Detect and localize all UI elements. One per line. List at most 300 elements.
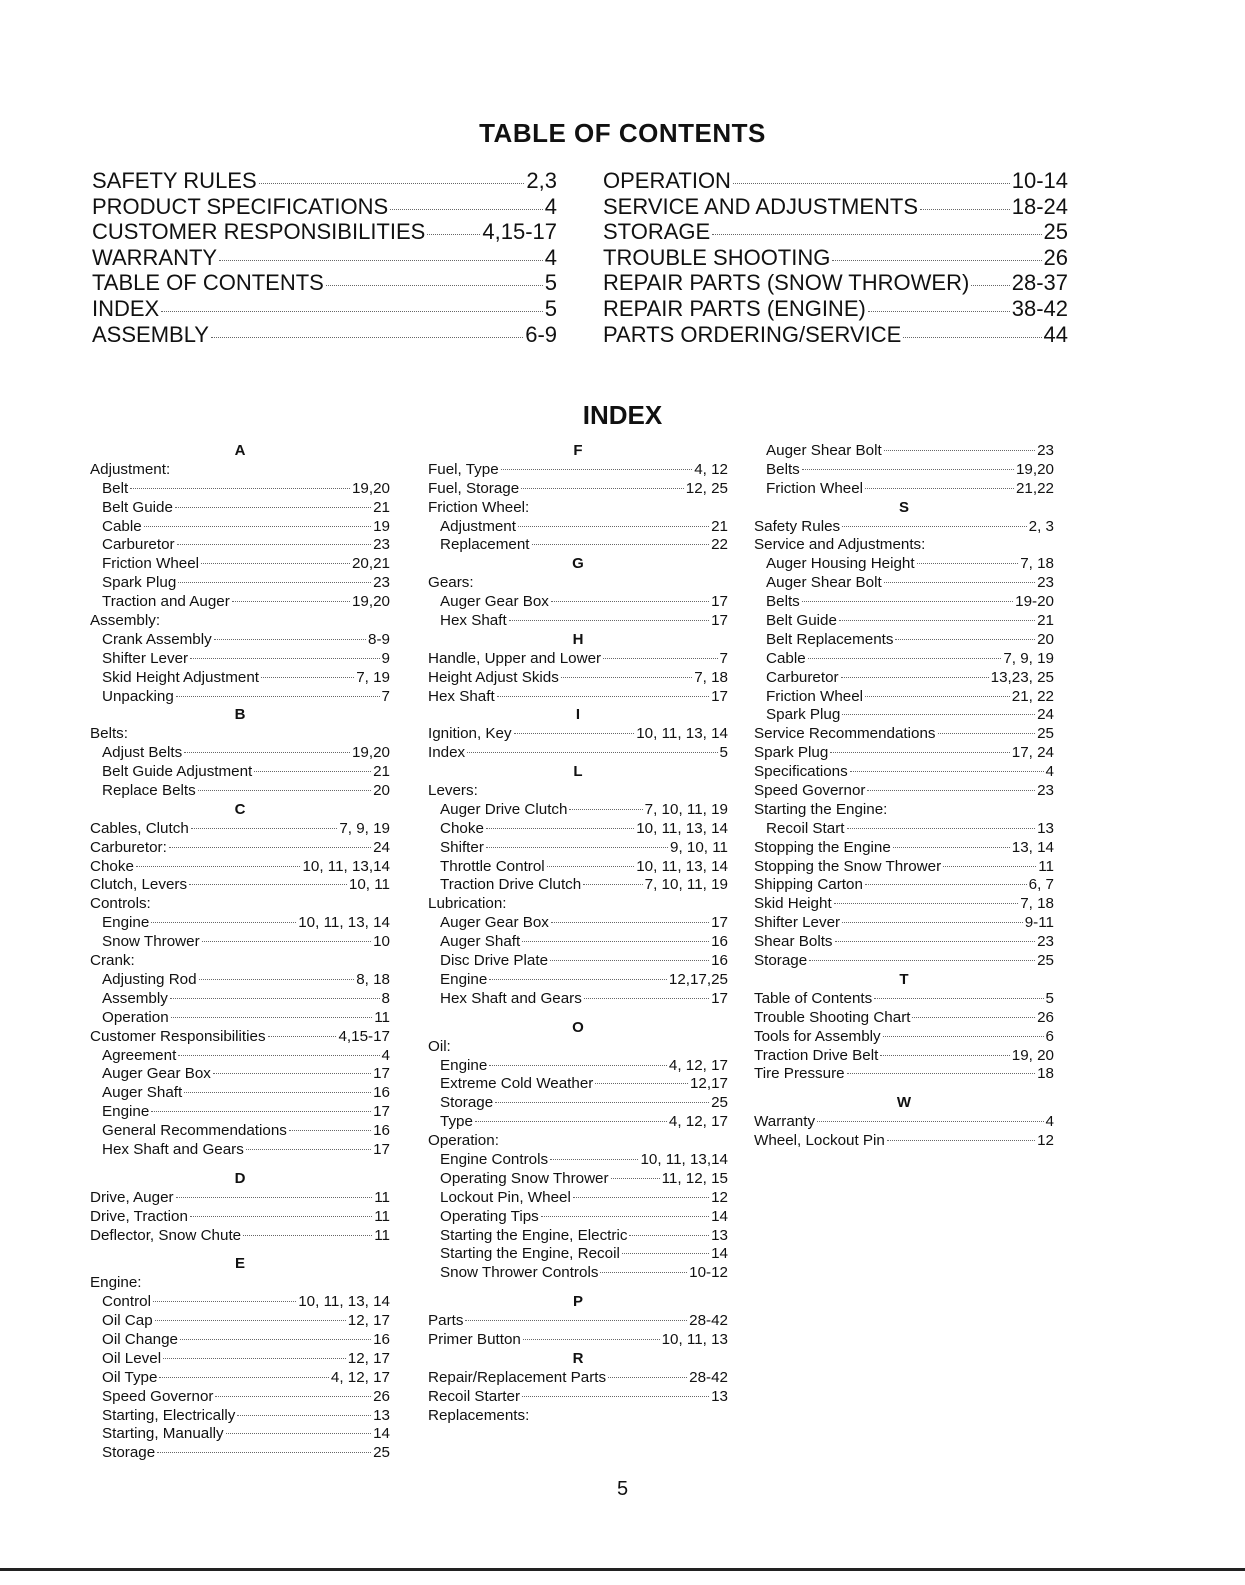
index-entry-label: Shifter Lever bbox=[754, 914, 841, 932]
dot-leader bbox=[475, 1121, 667, 1122]
index-entry-label: Stopping the Snow Thrower bbox=[754, 857, 942, 875]
index-entry-page: 11 bbox=[374, 1008, 390, 1026]
index-subentry bbox=[90, 1369, 390, 1388]
index-entry-label: Auger Shaft bbox=[102, 1084, 183, 1102]
index-entry bbox=[754, 1132, 1054, 1151]
toc-entry bbox=[603, 270, 1068, 296]
index-entry-label: Stopping the Engine bbox=[754, 838, 891, 856]
index-entry-label: Spark Plug bbox=[766, 706, 841, 724]
dot-leader bbox=[712, 234, 1041, 235]
index-entry-page: 13 bbox=[1037, 819, 1054, 837]
index-entry-label: Belt Replacements bbox=[766, 630, 894, 648]
index-subentry bbox=[90, 1141, 390, 1160]
dot-leader bbox=[583, 884, 642, 885]
index-letter-heading: H bbox=[572, 630, 584, 648]
index-entry-label: Index bbox=[428, 744, 466, 762]
toc-right-column bbox=[603, 168, 1068, 347]
index-entry bbox=[428, 1369, 728, 1388]
index-entry-page: 25 bbox=[373, 1444, 390, 1462]
index-entry-page: 12, 25 bbox=[685, 479, 728, 497]
index-entry-page: 17, 24 bbox=[1011, 744, 1054, 762]
dot-leader bbox=[603, 658, 717, 659]
index-entry-page: 9, 10, 11 bbox=[670, 838, 728, 856]
dot-leader bbox=[874, 998, 1043, 999]
index-heading bbox=[90, 895, 390, 914]
index-entry-label: Replacement bbox=[440, 536, 530, 554]
index-subentry bbox=[90, 1065, 390, 1084]
index-entry-page: 21 bbox=[711, 517, 728, 535]
dot-leader bbox=[486, 847, 668, 848]
toc-entry-label: TABLE OF CONTENTS bbox=[92, 270, 324, 296]
index-subentry bbox=[90, 1084, 390, 1103]
index-subentry bbox=[428, 820, 728, 839]
dot-leader bbox=[497, 696, 709, 697]
dot-leader bbox=[841, 677, 989, 678]
index-subentry bbox=[754, 480, 1054, 499]
index-entry-page: 19 bbox=[373, 517, 390, 535]
index-letter-heading: E bbox=[234, 1255, 245, 1273]
dot-leader bbox=[551, 922, 709, 923]
dot-leader bbox=[912, 1017, 1035, 1018]
index-entry-page: 7, 19 bbox=[356, 668, 390, 686]
index-entry-label: Starting, Manually bbox=[102, 1425, 224, 1443]
index-entry-label: Engine Controls bbox=[440, 1150, 549, 1168]
index-entry-label: Safety Rules bbox=[754, 517, 841, 535]
index-entry-page: 13 bbox=[711, 1387, 728, 1405]
index-subentry bbox=[754, 612, 1054, 631]
index-entry-page: 17 bbox=[711, 612, 728, 630]
index-entry-page: 4, 12, 17 bbox=[330, 1368, 390, 1386]
index-entry bbox=[754, 518, 1054, 537]
toc-entry-label: SERVICE AND ADJUSTMENTS bbox=[603, 193, 918, 219]
index-entry bbox=[90, 876, 390, 895]
index-entry-page: 19,20 bbox=[351, 744, 390, 762]
index-entry-label: Belt Guide Adjustment bbox=[102, 763, 253, 781]
index-subentry bbox=[754, 650, 1054, 669]
index-entry-label: Snow Thrower Controls bbox=[440, 1264, 599, 1282]
index-entry-label: Service Recommendations bbox=[754, 725, 936, 743]
dot-leader bbox=[808, 658, 1002, 659]
index-entry-label: Handle, Upper and Lower bbox=[428, 649, 602, 667]
index-entry-page: 23 bbox=[373, 574, 390, 592]
index-heading bbox=[428, 499, 728, 518]
index-subentry bbox=[428, 933, 728, 952]
index-entry-page: 17 bbox=[711, 914, 728, 932]
index-heading bbox=[90, 952, 390, 971]
dot-leader bbox=[839, 620, 1035, 621]
index-heading-label: Friction Wheel: bbox=[428, 498, 530, 516]
index-entry bbox=[754, 933, 1054, 952]
index-entry-page: 21 bbox=[373, 498, 390, 516]
toc-entry-page: 4 bbox=[544, 193, 557, 219]
index-entry-label: Drive, Traction bbox=[90, 1207, 188, 1225]
index-entry bbox=[754, 1065, 1054, 1084]
index-entry-label: Shipping Carton bbox=[754, 876, 863, 894]
index-entry bbox=[90, 1028, 390, 1047]
dot-leader bbox=[884, 450, 1035, 451]
index-entry-page: 20,21 bbox=[351, 555, 390, 573]
index-entry bbox=[428, 480, 728, 499]
index-entry-label: Lockout Pin, Wheel bbox=[440, 1188, 571, 1206]
dot-leader bbox=[883, 1036, 1044, 1037]
index-entry-label: Belts bbox=[766, 460, 800, 478]
index-entry-page: 24 bbox=[1037, 706, 1054, 724]
index-subentry bbox=[754, 706, 1054, 725]
dot-leader bbox=[178, 582, 371, 583]
index-entry-page: 10, 11 bbox=[348, 876, 390, 894]
index-subentry bbox=[90, 1350, 390, 1369]
index-entry-label: Operating Tips bbox=[440, 1207, 539, 1225]
index-entry bbox=[754, 990, 1054, 1009]
dot-leader bbox=[184, 752, 350, 753]
index-entry-label: Operation bbox=[102, 1008, 169, 1026]
index-entry bbox=[754, 876, 1054, 895]
dot-leader bbox=[215, 1396, 371, 1397]
index-letter-heading: G bbox=[572, 555, 584, 573]
index-entry-page: 24 bbox=[373, 838, 390, 856]
index-entry-label: Tools for Assembly bbox=[754, 1027, 881, 1045]
toc-entry-page: 5 bbox=[544, 295, 557, 321]
dot-leader bbox=[550, 1159, 638, 1160]
index-entry-label: Ignition, Key bbox=[428, 725, 512, 743]
index-entry-label: Trouble Shooting Chart bbox=[754, 1008, 911, 1026]
index-entry-page: 23 bbox=[1037, 933, 1054, 951]
index-subentry bbox=[90, 1331, 390, 1350]
dot-leader bbox=[254, 771, 371, 772]
dot-leader bbox=[938, 733, 1036, 734]
index-entry bbox=[754, 1047, 1054, 1066]
index-entry-page: 21,22 bbox=[1015, 479, 1054, 497]
index-entry-page: 8-9 bbox=[368, 630, 390, 648]
index-entry-page: 4, 12 bbox=[694, 460, 728, 478]
index-entry-page: 16 bbox=[373, 1084, 390, 1102]
index-entry-page: 21 bbox=[1037, 612, 1054, 630]
index-entry-label: Replace Belts bbox=[102, 782, 196, 800]
dot-leader bbox=[611, 1178, 660, 1179]
index-entry-page: 10, 11, 13, 14 bbox=[298, 1293, 390, 1311]
index-entry-label: Hex Shaft and Gears bbox=[102, 1140, 244, 1158]
index-entry-page: 10, 11, 13,14 bbox=[302, 857, 390, 875]
dot-leader bbox=[169, 847, 371, 848]
index-entry bbox=[428, 669, 728, 688]
index-entry-page: 19, 20 bbox=[1011, 1046, 1054, 1064]
index-entry bbox=[754, 839, 1054, 858]
index-subentry bbox=[428, 1113, 728, 1132]
dot-leader bbox=[809, 960, 1035, 961]
index-entry-page: 4 bbox=[381, 1046, 390, 1064]
index-entry-page: 14 bbox=[711, 1207, 728, 1225]
index-entry-page: 11 bbox=[374, 1188, 390, 1206]
index-entry-label: Crank Assembly bbox=[102, 630, 212, 648]
toc-entry-label: TROUBLE SHOOTING bbox=[603, 244, 831, 270]
index-subentry bbox=[90, 1009, 390, 1028]
dot-leader bbox=[144, 526, 371, 527]
index-entry bbox=[428, 461, 728, 480]
toc-entry-page: 10-14 bbox=[1011, 168, 1068, 193]
index-entry-page: 7, 10, 11, 19 bbox=[644, 800, 728, 818]
index-entry-label: Assembly bbox=[102, 989, 168, 1007]
dot-leader bbox=[390, 209, 543, 210]
dot-leader bbox=[865, 488, 1014, 489]
index-entry-label: Carburetor: bbox=[90, 838, 167, 856]
dot-leader bbox=[842, 526, 1027, 527]
dot-leader bbox=[226, 1433, 372, 1434]
index-entry-page: 12,17 bbox=[689, 1075, 728, 1093]
index-entry bbox=[428, 650, 728, 669]
index-subentry bbox=[90, 650, 390, 669]
index-entry-label: Warranty bbox=[754, 1113, 816, 1131]
index-entry bbox=[428, 725, 728, 744]
index-subentry bbox=[754, 442, 1054, 461]
dot-leader bbox=[176, 696, 380, 697]
toc-entry bbox=[92, 194, 557, 220]
dot-leader bbox=[163, 1358, 346, 1359]
index-entry-page: 2, 3 bbox=[1028, 517, 1054, 535]
index-entry-page: 9-11 bbox=[1024, 914, 1054, 932]
index-subentry bbox=[428, 839, 728, 858]
index-entry bbox=[754, 763, 1054, 782]
index-heading-label: Adjustment: bbox=[90, 460, 171, 478]
index-entry-label: Hex Shaft bbox=[428, 687, 495, 705]
index-entry-label: Starting the Engine, Recoil bbox=[440, 1245, 620, 1263]
index-subentry bbox=[428, 1264, 728, 1283]
index-subentry bbox=[90, 1425, 390, 1444]
index-subentry bbox=[428, 971, 728, 990]
index-subentry bbox=[754, 631, 1054, 650]
index-heading-label: Crank: bbox=[90, 952, 135, 970]
index-entry-page: 10, 11, 13, 14 bbox=[298, 914, 390, 932]
index-entry-label: Starting, Electrically bbox=[102, 1406, 236, 1424]
dot-leader bbox=[895, 639, 1035, 640]
dot-leader bbox=[211, 337, 523, 338]
index-entry-page: 13,23, 25 bbox=[990, 668, 1054, 686]
index-letter-heading: R bbox=[572, 1349, 584, 1367]
index-entry-page: 20 bbox=[1037, 630, 1054, 648]
index-subentry bbox=[90, 669, 390, 688]
index-entry-label: Fuel, Type bbox=[428, 460, 499, 478]
index-entry-label: Agreement bbox=[102, 1046, 177, 1064]
index-heading bbox=[90, 612, 390, 631]
index-entry-label: Skid Height Adjustment bbox=[102, 668, 260, 686]
toc-entry-label: OPERATION bbox=[603, 168, 731, 193]
dot-leader bbox=[522, 1396, 709, 1397]
dot-leader bbox=[178, 1055, 379, 1056]
dot-leader bbox=[495, 1102, 709, 1103]
index-entry-page: 7, 18 bbox=[1020, 555, 1054, 573]
dot-leader bbox=[130, 488, 350, 489]
index-subentry bbox=[90, 1047, 390, 1066]
index-entry-label: Auger Shaft bbox=[440, 933, 521, 951]
dot-leader bbox=[198, 790, 371, 791]
dot-leader bbox=[551, 601, 709, 602]
dot-leader bbox=[842, 714, 1035, 715]
dot-leader bbox=[595, 1083, 688, 1084]
index-subentry bbox=[428, 593, 728, 612]
dot-leader bbox=[467, 752, 717, 753]
index-entry-label: Spark Plug bbox=[754, 744, 829, 762]
dot-leader bbox=[213, 1073, 371, 1074]
index-entry-label: Recoil Start bbox=[766, 819, 845, 837]
index-letter-heading: C bbox=[234, 800, 246, 818]
index-entry-page: 28-42 bbox=[689, 1312, 728, 1330]
index-letter-heading: T bbox=[899, 970, 909, 988]
dot-leader bbox=[171, 1017, 373, 1018]
index-entry-label: Oil Cap bbox=[102, 1312, 153, 1330]
dot-leader bbox=[289, 1130, 371, 1131]
index-entry-label: Storage bbox=[102, 1444, 156, 1462]
index-entry-label: Shifter bbox=[440, 838, 484, 856]
index-column-3 bbox=[754, 442, 1054, 1151]
index-entry-page: 10, 11, 13,14 bbox=[640, 1150, 728, 1168]
index-entry-page: 12, 17 bbox=[347, 1349, 390, 1367]
toc-entry-page: 44 bbox=[1043, 321, 1068, 347]
index-heading bbox=[428, 895, 728, 914]
index-entry-page: 17 bbox=[373, 1103, 390, 1121]
toc-entry-page: 6-9 bbox=[525, 321, 557, 347]
index-entry-page: 23 bbox=[1037, 442, 1054, 459]
index-entry-page: 5 bbox=[719, 744, 728, 762]
dot-leader bbox=[600, 1272, 687, 1273]
index-heading bbox=[754, 536, 1054, 555]
index-subentry bbox=[428, 1094, 728, 1113]
toc-entry-label: WARRANTY bbox=[92, 244, 218, 270]
index-heading bbox=[90, 461, 390, 480]
index-subentry bbox=[90, 1444, 390, 1463]
index-heading-label: Starting the Engine: bbox=[754, 800, 888, 818]
dot-leader bbox=[175, 507, 371, 508]
index-letter-heading: I bbox=[575, 706, 581, 724]
toc-entry bbox=[92, 219, 557, 245]
index-subentry bbox=[428, 1057, 728, 1076]
index-subentry bbox=[754, 820, 1054, 839]
dot-leader bbox=[867, 790, 1035, 791]
spacer bbox=[428, 1283, 728, 1293]
dot-leader bbox=[943, 866, 1036, 867]
index-entry-page: 12 bbox=[1037, 1132, 1054, 1150]
index-title: INDEX bbox=[582, 400, 663, 430]
index-subentry bbox=[90, 1293, 390, 1312]
index-subentry bbox=[754, 461, 1054, 480]
index-entry-page: 17 bbox=[373, 1065, 390, 1083]
index-entry-label: Oil Type bbox=[102, 1368, 158, 1386]
index-heading-label: Operation: bbox=[428, 1132, 499, 1150]
index-entry-page: 17 bbox=[711, 593, 728, 611]
index-entry-label: Auger Shear Bolt bbox=[766, 442, 882, 459]
index-subentry bbox=[754, 688, 1054, 707]
dot-leader bbox=[190, 1216, 372, 1217]
index-entry-label: Auger Shear Bolt bbox=[766, 574, 882, 592]
index-heading bbox=[428, 1407, 728, 1426]
index-entry bbox=[754, 725, 1054, 744]
index-entry-label: Engine bbox=[440, 970, 488, 988]
dot-leader bbox=[219, 260, 543, 261]
index-entry-page: 10 bbox=[373, 933, 390, 951]
index-subentry bbox=[428, 1075, 728, 1094]
dot-leader bbox=[170, 998, 380, 999]
dot-leader bbox=[501, 469, 693, 470]
dot-leader bbox=[920, 209, 1010, 210]
index-entry bbox=[90, 858, 390, 877]
index-entry-label: Primer Button bbox=[428, 1330, 521, 1348]
dot-leader bbox=[887, 1140, 1035, 1141]
dot-leader bbox=[202, 941, 371, 942]
index-entry-label: Auger Gear Box bbox=[440, 914, 549, 932]
dot-leader bbox=[842, 922, 1023, 923]
index-heading bbox=[428, 1132, 728, 1151]
index-entry bbox=[90, 820, 390, 839]
index-entry-label: Speed Governor bbox=[754, 782, 866, 800]
index-entry-label: Friction Wheel bbox=[766, 687, 864, 705]
index-entry-page: 4, 12, 17 bbox=[668, 1113, 728, 1131]
index-entry-page: 9 bbox=[381, 649, 390, 667]
index-entry-page: 11 bbox=[1038, 857, 1054, 875]
index-entry-page: 25 bbox=[1037, 725, 1054, 743]
dot-leader bbox=[176, 1197, 373, 1198]
toc-entry-page: 5 bbox=[544, 270, 557, 296]
index-entry bbox=[754, 895, 1054, 914]
index-entry-label: Cables, Clutch bbox=[90, 819, 189, 837]
index-entry-label: Hex Shaft bbox=[440, 612, 507, 630]
index-entry-label: Traction Drive Clutch bbox=[440, 876, 582, 894]
dot-leader bbox=[868, 311, 1010, 312]
index-subentry bbox=[90, 1407, 390, 1426]
index-subentry bbox=[90, 518, 390, 537]
index-entry-label: Oil Level bbox=[102, 1349, 162, 1367]
index-entry-page: 23 bbox=[1037, 574, 1054, 592]
dot-leader bbox=[509, 620, 709, 621]
index-entry-label: Snow Thrower bbox=[102, 933, 200, 951]
dot-leader bbox=[237, 1415, 371, 1416]
index-letter-heading: D bbox=[234, 1169, 246, 1187]
index-subentry bbox=[90, 971, 390, 990]
index-entry-label: Belt Guide bbox=[102, 498, 173, 516]
index-entry-page: 7, 9, 19 bbox=[1003, 649, 1054, 667]
index-letter-heading: F bbox=[573, 442, 583, 459]
index-subentry bbox=[428, 612, 728, 631]
index-subentry bbox=[754, 593, 1054, 612]
dot-leader bbox=[522, 941, 709, 942]
index-subentry bbox=[428, 1208, 728, 1227]
index-subentry bbox=[90, 782, 390, 801]
index-entry-page: 7 bbox=[381, 687, 390, 705]
index-entry-page: 19-20 bbox=[1015, 593, 1054, 611]
index-entry-label: Friction Wheel bbox=[766, 479, 864, 497]
index-entry-page: 11, 12, 15 bbox=[661, 1169, 728, 1187]
index-entry-page: 14 bbox=[711, 1245, 728, 1263]
index-entry-label: Auger Drive Clutch bbox=[440, 800, 568, 818]
index-subentry bbox=[90, 1312, 390, 1331]
dot-leader bbox=[817, 1121, 1044, 1122]
index-entry-label: Cable bbox=[102, 517, 142, 535]
index-entry-page: 16 bbox=[711, 952, 728, 970]
dot-leader bbox=[834, 903, 1019, 904]
index-entry bbox=[90, 1208, 390, 1227]
toc-entry bbox=[603, 168, 1068, 194]
toc-entry bbox=[603, 322, 1068, 348]
index-letter-heading: W bbox=[896, 1094, 912, 1112]
toc-entry bbox=[92, 168, 557, 194]
index-entry-page: 21 bbox=[373, 763, 390, 781]
index-subentry bbox=[90, 555, 390, 574]
index-subentry bbox=[90, 593, 390, 612]
index-entry-label: Fuel, Storage bbox=[428, 479, 520, 497]
index-entry-page: 13 bbox=[373, 1406, 390, 1424]
index-entry-page: 17 bbox=[711, 989, 728, 1007]
index-entry bbox=[428, 1331, 728, 1350]
index-entry-label: Auger Housing Height bbox=[766, 555, 915, 573]
index-letter-heading: P bbox=[572, 1293, 583, 1311]
index-entry-page: 23 bbox=[1037, 782, 1054, 800]
